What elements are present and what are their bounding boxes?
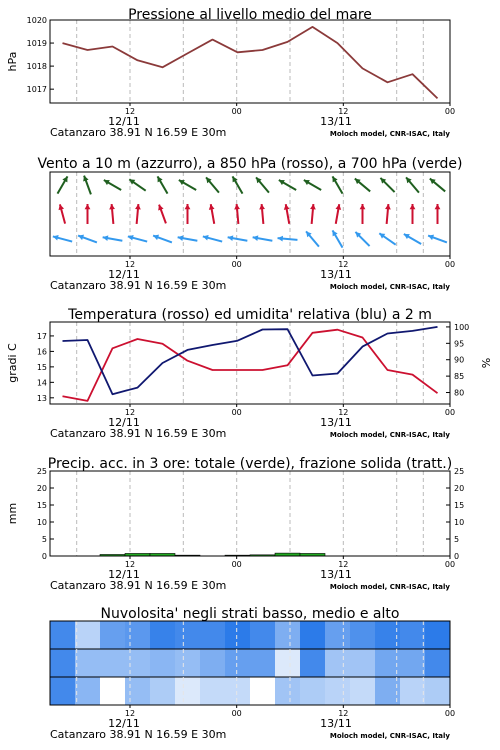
y-tick-label: 10 bbox=[36, 518, 47, 527]
cloud-cell bbox=[250, 649, 275, 677]
model-credit: Moloch model, CNR-ISAC, Italy bbox=[329, 431, 450, 439]
wind-arrow-head bbox=[410, 204, 416, 209]
y-axis-label-right: % bbox=[480, 357, 493, 369]
cloud-cell bbox=[350, 677, 375, 705]
chart-title: Nuvolosita' negli strati basso, medio e alto bbox=[100, 606, 400, 622]
x-tick-label: 12 bbox=[338, 408, 349, 417]
date-label: 13/11 bbox=[320, 568, 352, 581]
y-tick-label: 10 bbox=[454, 518, 465, 527]
plot-frame bbox=[50, 471, 450, 556]
cloud-cell bbox=[225, 621, 250, 649]
cloud-cell bbox=[200, 677, 225, 705]
cloud-cell bbox=[150, 677, 175, 705]
y-tick-label: 20 bbox=[454, 484, 465, 493]
wind-arrow-head bbox=[234, 204, 240, 209]
date-label: 13/11 bbox=[320, 115, 352, 128]
cloud-cell bbox=[175, 677, 200, 705]
cloud-cell bbox=[50, 621, 75, 649]
cloud-cell bbox=[425, 677, 450, 705]
wind-arrow-head bbox=[278, 236, 283, 242]
y-tick-label: 90 bbox=[454, 355, 465, 365]
y-axis-label: mm bbox=[6, 502, 19, 525]
x-tick-label: 00 bbox=[444, 560, 456, 569]
y-tick-label: 85 bbox=[454, 372, 465, 382]
pressure-line bbox=[63, 27, 438, 99]
x-tick-label: 12 bbox=[124, 560, 136, 569]
x-tick-label: 12 bbox=[338, 560, 349, 569]
cloud-cell bbox=[275, 621, 300, 649]
cloud-cell bbox=[75, 621, 100, 649]
y-tick-label: 25 bbox=[36, 467, 47, 476]
cloud-cell bbox=[100, 649, 125, 677]
chart-title: Precip. acc. in 3 ore: totale (verde), frazione solida (tratt.) bbox=[47, 456, 453, 472]
location-label: Catanzaro 38.91 N 16.59 E 30m bbox=[50, 579, 227, 592]
y-tick-label: 100 bbox=[454, 322, 470, 332]
location-label: Catanzaro 38.91 N 16.59 E 30m bbox=[50, 427, 227, 440]
x-tick-label: 00 bbox=[444, 260, 456, 269]
y-tick-label: 15 bbox=[36, 501, 47, 510]
model-credit: Moloch model, CNR-ISAC, Italy bbox=[329, 583, 450, 591]
y-tick-label: 0 bbox=[41, 552, 47, 561]
date-label: 12/11 bbox=[108, 416, 140, 429]
y-tick-label: 15 bbox=[454, 501, 465, 510]
cloud-cell bbox=[400, 677, 425, 705]
chart-title: Pressione al livello medio del mare bbox=[128, 7, 372, 23]
date-label: 12/11 bbox=[108, 268, 140, 281]
y-tick-label: 17 bbox=[36, 331, 47, 341]
cloud-cell bbox=[425, 649, 450, 677]
x-tick-label: 12 bbox=[338, 260, 349, 269]
model-credit: Moloch model, CNR-ISAC, Italy bbox=[329, 130, 450, 138]
y-tick-label: 15 bbox=[36, 362, 47, 372]
date-label: 13/11 bbox=[320, 268, 352, 281]
cloud-cell bbox=[400, 621, 425, 649]
cloud-cell bbox=[50, 677, 75, 705]
chart-title: Vento a 10 m (azzurro), a 850 hPa (rosso), a 700 hPa (verde) bbox=[37, 156, 463, 172]
model-credit: Moloch model, CNR-ISAC, Italy bbox=[329, 732, 450, 740]
cloud-cell bbox=[300, 677, 325, 705]
wind-arrow-head bbox=[185, 204, 191, 209]
cloud-cell bbox=[150, 649, 175, 677]
x-tick-label: 00 bbox=[231, 107, 242, 116]
cloud-cell bbox=[100, 677, 125, 705]
x-tick-label: 00 bbox=[444, 107, 456, 116]
wind-arrow-head bbox=[135, 204, 141, 209]
location-label: Catanzaro 38.91 N 16.59 E 30m bbox=[50, 279, 227, 292]
wind-arrow-head bbox=[109, 204, 115, 209]
cloud-cell bbox=[350, 649, 375, 677]
y-tick-label: 5 bbox=[454, 535, 460, 544]
cloud-cell bbox=[150, 621, 175, 649]
x-tick-label: 12 bbox=[124, 408, 136, 417]
x-tick-label: 00 bbox=[231, 709, 242, 718]
y-tick-label: 1017 bbox=[26, 85, 47, 95]
wind-arrow-head bbox=[360, 204, 366, 209]
cloud-cell bbox=[175, 649, 200, 677]
y-tick-label: 5 bbox=[41, 535, 47, 544]
location-label: Catanzaro 38.91 N 16.59 E 30m bbox=[50, 126, 227, 139]
cloud-cell bbox=[350, 621, 375, 649]
wind-arrow-head bbox=[435, 204, 441, 209]
y-tick-label: 16 bbox=[36, 347, 47, 357]
chart-title: Temperatura (rosso) ed umidita' relativa (blu) a 2 m bbox=[68, 307, 432, 323]
wind-arrow-head bbox=[85, 204, 91, 209]
wind-arrow-head bbox=[310, 204, 316, 209]
cloud-cell bbox=[250, 621, 275, 649]
cloud-cell bbox=[325, 621, 350, 649]
x-tick-label: 00 bbox=[231, 408, 242, 417]
cloud-cell bbox=[50, 649, 75, 677]
cloud-cell bbox=[425, 621, 450, 649]
cloud-cell bbox=[75, 649, 100, 677]
x-tick-label: 12 bbox=[124, 709, 136, 718]
cloud-cell bbox=[400, 649, 425, 677]
cloud-cell bbox=[200, 621, 225, 649]
cloud-cell bbox=[275, 649, 300, 677]
y-axis-label: gradi C bbox=[6, 343, 19, 383]
cloud-cell bbox=[225, 677, 250, 705]
y-tick-label: 95 bbox=[454, 339, 465, 349]
x-tick-label: 12 bbox=[338, 107, 349, 116]
cloud-cell bbox=[175, 621, 200, 649]
cloud-cell bbox=[125, 649, 150, 677]
cloud-cell bbox=[200, 649, 225, 677]
x-tick-label: 00 bbox=[231, 260, 242, 269]
cloud-cell bbox=[75, 677, 100, 705]
date-label: 12/11 bbox=[108, 717, 140, 730]
cloud-cell bbox=[225, 649, 250, 677]
model-credit: Moloch model, CNR-ISAC, Italy bbox=[329, 283, 450, 291]
cloud-cell bbox=[325, 649, 350, 677]
x-tick-label: 12 bbox=[338, 709, 349, 718]
location-label: Catanzaro 38.91 N 16.59 E 30m bbox=[50, 728, 227, 741]
wind-arrow-head bbox=[259, 204, 265, 209]
wind-arrow-head bbox=[385, 204, 391, 209]
x-tick-label: 12 bbox=[124, 260, 136, 269]
x-tick-label: 00 bbox=[444, 408, 456, 417]
y-axis-label: hPa bbox=[6, 51, 19, 72]
cloud-cell bbox=[300, 649, 325, 677]
cloud-cell bbox=[125, 621, 150, 649]
y-tick-label: 1020 bbox=[26, 16, 47, 25]
y-tick-label: 1018 bbox=[26, 62, 47, 72]
x-tick-label: 00 bbox=[231, 560, 242, 569]
date-label: 13/11 bbox=[320, 717, 352, 730]
cloud-cell bbox=[300, 621, 325, 649]
y-tick-label: 80 bbox=[454, 388, 465, 398]
cloud-cell bbox=[125, 677, 150, 705]
x-tick-label: 12 bbox=[124, 107, 136, 116]
y-tick-label: 20 bbox=[36, 484, 47, 493]
plot-frame bbox=[50, 20, 450, 103]
cloud-cell bbox=[275, 677, 300, 705]
date-label: 12/11 bbox=[108, 568, 140, 581]
cloud-cell bbox=[250, 677, 275, 705]
y-tick-label: 14 bbox=[36, 378, 47, 388]
y-tick-label: 13 bbox=[36, 393, 47, 403]
cloud-cell bbox=[100, 621, 125, 649]
date-label: 12/11 bbox=[108, 115, 140, 128]
x-tick-label: 00 bbox=[444, 709, 456, 718]
temperature-line bbox=[63, 330, 438, 401]
cloud-cell bbox=[325, 677, 350, 705]
date-label: 13/11 bbox=[320, 416, 352, 429]
y-tick-label: 0 bbox=[454, 552, 460, 561]
y-tick-label: 25 bbox=[454, 467, 465, 476]
y-tick-label: 1019 bbox=[26, 39, 47, 49]
